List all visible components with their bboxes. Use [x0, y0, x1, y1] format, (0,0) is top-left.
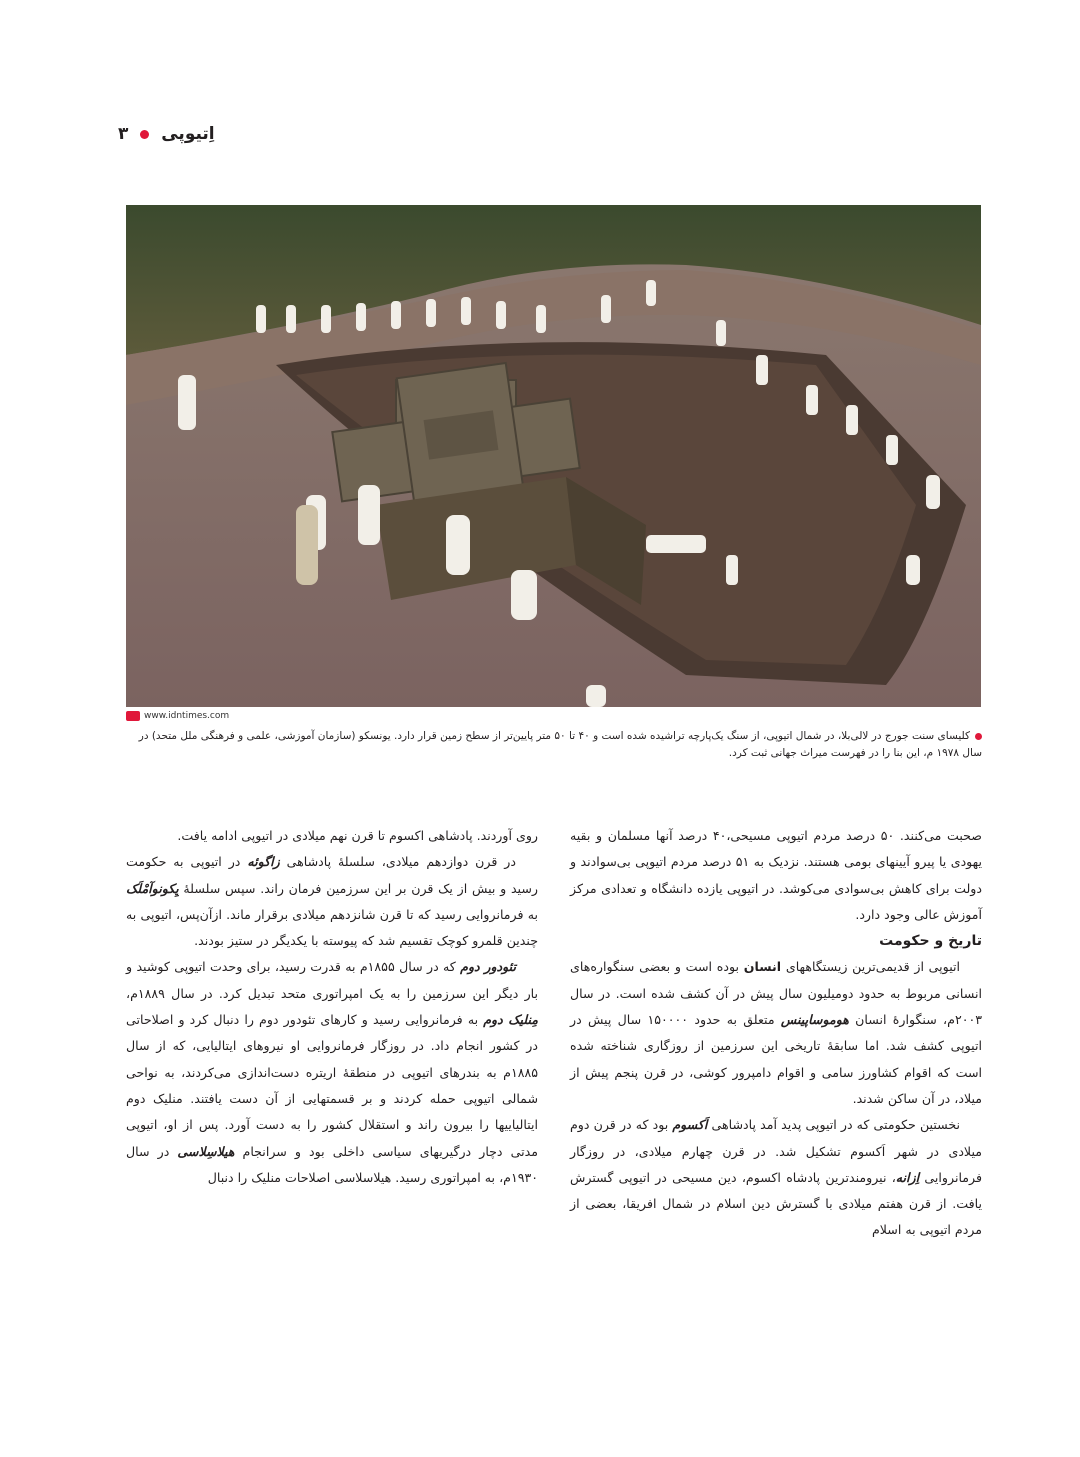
paragraph [570, 1112, 982, 1243]
text-run: به فرمانروایی رسید که تا قرن شانزدهم میلادی برقرار ماند. ازآن‌پس، اتیوپی به چندین قلمرو کوچک تقسیم شد که پیوسته با یکدیگر در ستیز بودند. [126, 906, 538, 949]
emphasis-term: اَکسوم [672, 1117, 708, 1133]
text-run: متعلق به حدود ۱۵۰۰۰۰ سال پیش در اتیوپی کشف شد. اما سابقۀ تاریخی این سرزمین از روزگاری شناخته شده است که اقوام کشاورز سامی و اقوام دامپرور کوشی، در قرن پنجم پیش از میلاد، در آن ساکن شدند. [570, 1012, 982, 1106]
left-column [126, 823, 538, 1191]
paragraph [570, 954, 982, 1112]
church-photo [126, 205, 981, 707]
section-heading: تاریخ و حکومت [879, 933, 982, 950]
bullet-dot-icon [140, 130, 149, 139]
photo-credit [126, 711, 229, 721]
text-run: در قرن دوازدهم میلادی، سلسلۀ پادشاهی [279, 854, 516, 870]
photo-credit-text: www.idntimes.com [144, 711, 230, 721]
text-run: بوده است و بعضی سنگواره‌های انسانی مربوط به حدود دومیلیون سال پیش در آن کشف شده است. در سال ۲۰۰۳م، سنگوارۀ انسان [570, 959, 982, 1028]
text-run: در اتیوپی به حکومت رسید و بیش از یک قرن بر این سرزمین فرمان راند. سپس سلسلۀ [126, 854, 538, 896]
emphasis-term: انسان [743, 959, 782, 975]
paragraph [126, 849, 538, 954]
chapter-title: اِتیوپی [161, 124, 215, 144]
text-run: اتیوپی از قدیمی‌ترین زیستگاههای [781, 959, 960, 975]
emphasis-term: مِنلیک دوم [483, 1012, 538, 1028]
emphasis-term: تئودور دوم [460, 959, 516, 975]
emphasis-term: هیلاسِلاسی [177, 1143, 235, 1159]
running-header [118, 124, 215, 144]
paragraph: روی آوردند. پادشاهی اکسوم تا قرن نهم میلادی در اتیوپی ادامه یافت. [177, 828, 538, 843]
text-run: به فرمانروایی رسید و کارهای تئودور دوم را دنبال کرد و اصلاحاتی در کشور انجام داد. در روزگار فرمانروایی او نیروهای ایتالیایی، که از سال ۱۸۸۵م به بندرهای اتیوپی در منطقۀ اریتره دست‌اندازی می‌کردند، به نواحی شمالی اتیوپی حمله کردند و بر قسمتهایی از آن دست یافتند. منلیک دوم ایتالیاییها را بیرون راند و استقلال کشور را به دست آورد. پس از او، اتیوپی مدتی دچار درگیریهای سیاسی داخلی بود و سرانجام [126, 1012, 538, 1159]
right-column [570, 823, 982, 1244]
paragraph [126, 954, 538, 1191]
church-photo-illustration [126, 205, 981, 707]
paragraph: صحبت می‌کنند. ۵۰ درصد مردم اتیوپی مسیحی،۴۰ درصد آنها مسلمان و بقیه یهودی یا پیرو آیینهای بومی هستند. نزدیک به ۵۱ درصد مردم اتیوپی بی‌سوادند و دولت برای کاهش بی‌سوادی می‌کوشد. در اتیوپی یازده دانشگاه و تعدادی مرکز آموزش عالی وجود دارد. [570, 828, 983, 922]
text-run: بود که در قرن دوم میلادی در شهر اَکسوم تشکیل شد. در قرن چهارم میلادی، در روزگار فرمانروایی [570, 1117, 983, 1185]
emphasis-term: هوموساپینس [780, 1012, 849, 1028]
figure-caption [124, 728, 982, 762]
emphasis-term: اِزانه [895, 1169, 920, 1185]
caption-text: کلیسای سنت جورج در لالی‌بلا، در شمال اتیوپی، از سنگ یک‌پارچه تراشیده شده است و ۴۰ تا ۵۰ متر پایین‌تر از سطح زمین قرار دارد. یونسکو (سازمان آموزشی، علمی و فرهنگی ملل متحد) در سال ۱۹۷۸ م، این بنا را در فهرست میراث جهانی ثبت کرد. [138, 730, 982, 759]
text-run: در سال ۱۹۳۰م، به امپراتوری رسید. هیلاسلاسی اصلاحات منلیک را دنبال [126, 1143, 538, 1185]
text-run: ، نیرومندترین پادشاه اکسوم، دین مسیحی در اتیوپی گسترش یافت. از قرن هفتم میلادی با گسترش دین اسلام در شمال افریقا، بعضی از مردم اتیوپی به اسلام [570, 1169, 982, 1238]
emphasis-term: یِکونوآمْلَک [126, 880, 179, 896]
page-number: ۳ [118, 124, 129, 144]
emphasis-term: زاگوئه [247, 854, 280, 870]
text-run: نخستین حکومتی که در اتیوپی پدید آمد پادشاهی [707, 1117, 961, 1133]
camera-icon [126, 711, 140, 721]
caption-bullet-icon [975, 733, 982, 740]
text-run: که در سال ۱۸۵۵م به قدرت رسید، برای وحدت اتیوپی کوشید و بار دیگر این سرزمین را به یک امپراتوری متحد تبدیل کرد. در سال ۱۸۸۹م، [126, 959, 538, 1001]
